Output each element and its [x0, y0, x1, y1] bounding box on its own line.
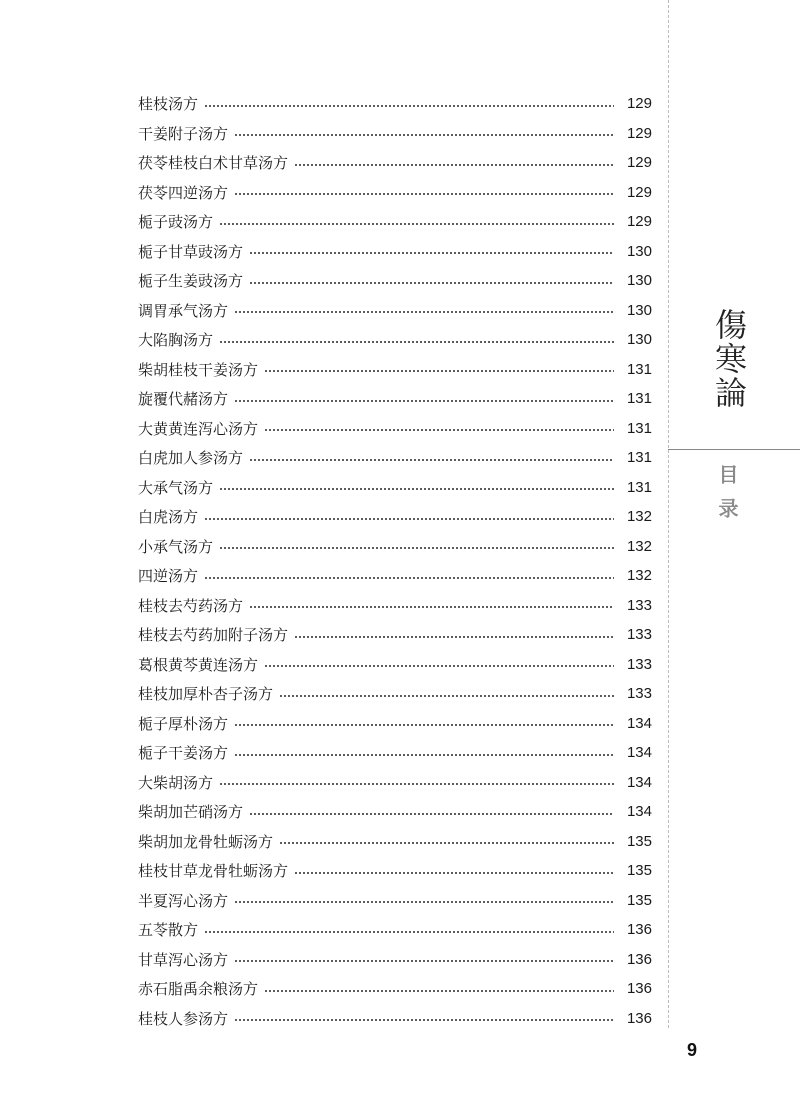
toc-leader-dots — [219, 341, 614, 343]
toc-entry[interactable] — [138, 443, 652, 473]
toc-entry-title: 柴胡桂枝干姜汤方 — [138, 360, 259, 379]
toc-entry-page: 129 — [626, 213, 652, 231]
toc-entry-page: 129 — [626, 95, 652, 113]
toc-entry[interactable] — [138, 650, 652, 680]
toc-entry-title: 白虎汤方 — [138, 508, 199, 527]
toc-leader-dots — [234, 134, 614, 136]
toc-entry-page: 136 — [626, 980, 652, 998]
toc-entry-title: 干姜附子汤方 — [138, 124, 229, 143]
toc-entry[interactable] — [138, 237, 652, 267]
toc-entry[interactable] — [138, 886, 652, 916]
toc-leader-dots — [219, 488, 614, 490]
toc-entry-title: 葛根黄芩黄连汤方 — [138, 655, 259, 674]
toc-leader-dots — [249, 282, 614, 284]
toc-leader-dots — [249, 813, 614, 815]
toc-entry-title: 茯苓四逆汤方 — [138, 183, 229, 202]
toc-leader-dots — [204, 931, 614, 933]
toc-entry[interactable] — [138, 384, 652, 414]
toc-entry-page: 130 — [626, 242, 652, 260]
toc-entry-title: 大黄黄连泻心汤方 — [138, 419, 259, 438]
toc-entry[interactable] — [138, 1004, 652, 1034]
toc-leader-dots — [234, 754, 614, 756]
toc-entry-title: 栀子厚朴汤方 — [138, 714, 229, 733]
toc-entry[interactable] — [138, 591, 652, 621]
toc-entry-title: 桂枝去芍药加附子汤方 — [138, 626, 289, 645]
toc-entry-title: 桂枝甘草龙骨牡蛎汤方 — [138, 862, 289, 881]
toc-entry-page: 134 — [626, 714, 652, 732]
toc-entry-title: 桂枝去芍药汤方 — [138, 596, 244, 615]
toc-entry-title: 半夏泻心汤方 — [138, 891, 229, 910]
table-of-contents — [138, 89, 652, 1033]
toc-entry[interactable] — [138, 207, 652, 237]
toc-entry[interactable] — [138, 296, 652, 326]
toc-entry-title: 栀子豉汤方 — [138, 213, 214, 232]
toc-entry-page: 130 — [626, 272, 652, 290]
toc-entry[interactable] — [138, 738, 652, 768]
toc-entry-title: 栀子干姜汤方 — [138, 744, 229, 763]
toc-entry-page: 135 — [626, 891, 652, 909]
toc-entry[interactable] — [138, 148, 652, 178]
toc-entry-title: 调胃承气汤方 — [138, 301, 229, 320]
toc-entry-page: 135 — [626, 832, 652, 850]
toc-leader-dots — [219, 783, 614, 785]
toc-entry-page: 129 — [626, 124, 652, 142]
toc-leader-dots — [234, 901, 614, 903]
toc-leader-dots — [234, 960, 614, 962]
toc-entry-title: 柴胡加龙骨牡蛎汤方 — [138, 832, 274, 851]
toc-entry[interactable] — [138, 827, 652, 857]
toc-entry[interactable] — [138, 945, 652, 975]
toc-entry-title: 大陷胸汤方 — [138, 331, 214, 350]
toc-entry[interactable] — [138, 502, 652, 532]
section-label: 目录 — [715, 464, 739, 532]
toc-entry[interactable] — [138, 856, 652, 886]
toc-entry[interactable] — [138, 89, 652, 119]
toc-leader-dots — [204, 518, 614, 520]
toc-entry-title: 甘草泻心汤方 — [138, 950, 229, 969]
toc-entry-title: 桂枝汤方 — [138, 95, 199, 114]
toc-entry-page: 129 — [626, 154, 652, 172]
toc-entry-title: 栀子甘草豉汤方 — [138, 242, 244, 261]
page-number: 9 — [686, 1040, 697, 1060]
toc-entry-page: 136 — [626, 1009, 652, 1027]
toc-leader-dots — [294, 636, 614, 638]
toc-entry-page: 134 — [626, 803, 652, 821]
toc-entry-page: 133 — [626, 626, 652, 644]
toc-entry-page: 131 — [626, 360, 652, 378]
toc-entry-page: 131 — [626, 449, 652, 467]
toc-entry-page: 134 — [626, 773, 652, 791]
toc-entry-page: 132 — [626, 537, 652, 555]
toc-entry[interactable] — [138, 561, 652, 591]
toc-entry[interactable] — [138, 414, 652, 444]
toc-leader-dots — [279, 842, 614, 844]
toc-entry-title: 旋覆代赭汤方 — [138, 390, 229, 409]
toc-leader-dots — [234, 1019, 614, 1021]
toc-entry[interactable] — [138, 325, 652, 355]
toc-entry-title: 白虎加人参汤方 — [138, 449, 244, 468]
toc-leader-dots — [264, 429, 614, 431]
toc-entry[interactable] — [138, 178, 652, 208]
toc-entry-page: 130 — [626, 301, 652, 319]
toc-leader-dots — [234, 724, 614, 726]
toc-entry[interactable] — [138, 620, 652, 650]
toc-entry-page: 133 — [626, 655, 652, 673]
toc-leader-dots — [294, 872, 614, 874]
toc-entry-page: 136 — [626, 921, 652, 939]
toc-entry-title: 大承气汤方 — [138, 478, 214, 497]
toc-entry-title: 桂枝加厚朴杏子汤方 — [138, 685, 274, 704]
toc-leader-dots — [219, 547, 614, 549]
toc-entry-page: 136 — [626, 950, 652, 968]
toc-entry-page: 133 — [626, 596, 652, 614]
toc-leader-dots — [294, 164, 614, 166]
toc-entry-page: 130 — [626, 331, 652, 349]
toc-entry-page: 133 — [626, 685, 652, 703]
toc-entry[interactable] — [138, 355, 652, 385]
toc-entry[interactable] — [138, 119, 652, 149]
toc-leader-dots — [234, 311, 614, 313]
toc-leader-dots — [234, 400, 614, 402]
toc-entry-title: 小承气汤方 — [138, 537, 214, 556]
toc-entry[interactable] — [138, 532, 652, 562]
toc-entry-page: 134 — [626, 744, 652, 762]
toc-entry[interactable] — [138, 974, 652, 1004]
book-title: 傷寒論 — [710, 308, 748, 410]
toc-entry-title: 四逆汤方 — [138, 567, 199, 586]
toc-entry-title: 柴胡加芒硝汤方 — [138, 803, 244, 822]
toc-entry-title: 大柴胡汤方 — [138, 773, 214, 792]
toc-leader-dots — [234, 193, 614, 195]
toc-leader-dots — [264, 665, 614, 667]
toc-entry-title: 赤石脂禹余粮汤方 — [138, 980, 259, 999]
toc-entry-page: 132 — [626, 508, 652, 526]
toc-entry-page: 131 — [626, 478, 652, 496]
toc-entry-title: 五苓散方 — [138, 921, 199, 940]
toc-leader-dots — [204, 577, 614, 579]
toc-entry[interactable] — [138, 797, 652, 827]
toc-leader-dots — [249, 459, 614, 461]
toc-entry[interactable] — [138, 473, 652, 503]
margin-divider — [668, 0, 669, 1028]
toc-entry[interactable] — [138, 679, 652, 709]
toc-leader-dots — [249, 606, 614, 608]
toc-leader-dots — [264, 990, 614, 992]
toc-entry[interactable] — [138, 266, 652, 296]
toc-leader-dots — [264, 370, 614, 372]
toc-entry-page: 131 — [626, 390, 652, 408]
toc-entry-page: 132 — [626, 567, 652, 585]
toc-leader-dots — [219, 223, 614, 225]
toc-entry[interactable] — [138, 768, 652, 798]
toc-entry[interactable] — [138, 915, 652, 945]
toc-entry-page: 135 — [626, 862, 652, 880]
toc-leader-dots — [249, 252, 614, 254]
toc-entry-title: 茯苓桂枝白术甘草汤方 — [138, 154, 289, 173]
toc-entry-page: 131 — [626, 419, 652, 437]
toc-entry-title: 桂枝人参汤方 — [138, 1009, 229, 1028]
toc-entry[interactable] — [138, 709, 652, 739]
side-horizontal-rule — [668, 449, 800, 450]
toc-leader-dots — [204, 105, 614, 107]
toc-entry-page: 129 — [626, 183, 652, 201]
toc-leader-dots — [279, 695, 614, 697]
toc-entry-title: 栀子生姜豉汤方 — [138, 272, 244, 291]
